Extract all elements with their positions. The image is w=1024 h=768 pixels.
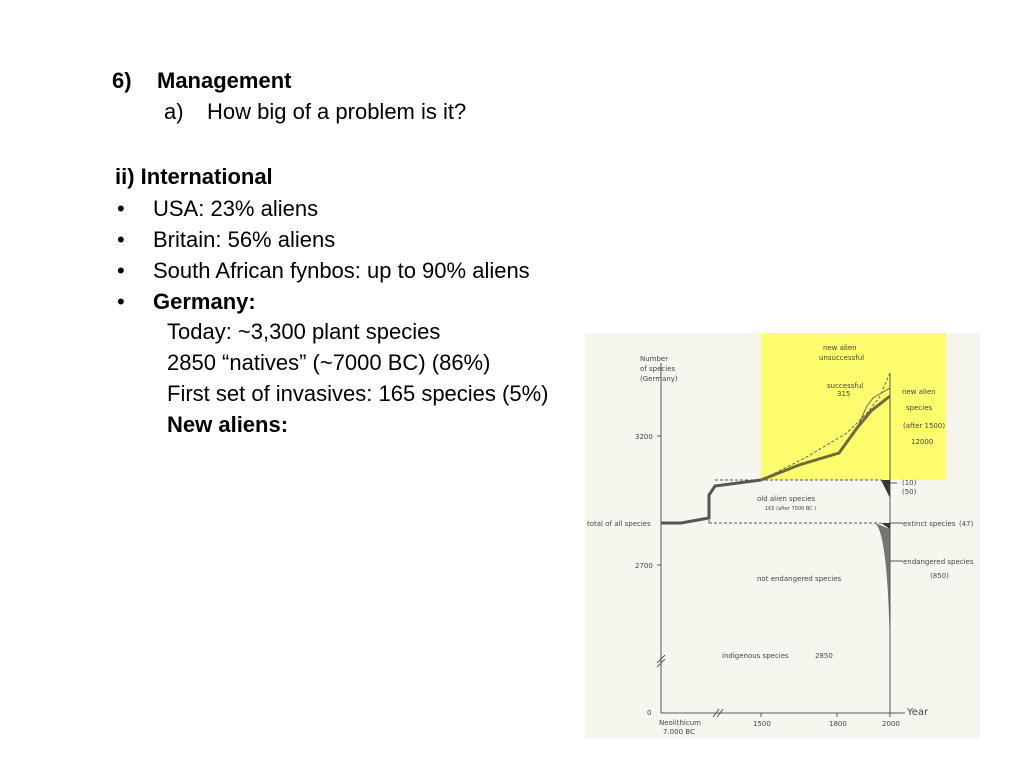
label-not-endangered: not endangered species bbox=[757, 575, 842, 583]
species-figure bbox=[585, 333, 980, 738]
y-tick-3200: 3200 bbox=[635, 433, 653, 441]
label-successful: successful bbox=[827, 382, 864, 390]
label-endangered: endangered species bbox=[903, 558, 974, 566]
germany-natives: 2850 “natives” (~7000 BC) (86%) bbox=[167, 350, 491, 375]
label-new-alien-count: 12000 bbox=[911, 438, 934, 446]
subheading-text: How big of a problem is it? bbox=[207, 99, 467, 124]
bullet-usa: USA: 23% aliens bbox=[153, 196, 319, 221]
axis-label-line3: (Germany) bbox=[640, 375, 678, 383]
heading-number: 6) bbox=[112, 68, 132, 93]
bullet-marker: • bbox=[117, 227, 125, 252]
species-diagram bbox=[585, 333, 980, 738]
y-tick-2700: 2700 bbox=[635, 562, 653, 570]
label-extinct-count: (47) bbox=[959, 520, 974, 528]
heading-title: Management bbox=[157, 68, 292, 93]
bullet-germany: Germany: bbox=[153, 289, 256, 314]
label-unsuccessful: unsuccessful bbox=[819, 354, 865, 362]
axis-label-line1: Number bbox=[640, 355, 669, 363]
germany-invasives: First set of invasives: 165 species (5%) bbox=[167, 381, 549, 406]
bullet-fynbos: South African fynbos: up to 90% aliens bbox=[153, 258, 530, 283]
germany-new-aliens: New aliens: bbox=[167, 412, 289, 437]
germany-today: Today: ~3,300 plant species bbox=[167, 319, 441, 344]
label-ten: (10) bbox=[902, 479, 917, 487]
label-indigenous-count: 2850 bbox=[815, 652, 833, 660]
label-successful-value: 315 bbox=[837, 390, 851, 398]
label-total: total of all species bbox=[587, 520, 651, 528]
x-tick-neolithicum: Neolithicum bbox=[659, 719, 701, 727]
label-fifty: (50) bbox=[902, 488, 917, 496]
bullet-marker: • bbox=[117, 196, 125, 221]
x-tick-7000bc: 7.000 BC bbox=[663, 728, 695, 736]
label-endangered-count: (850) bbox=[930, 572, 949, 580]
label-old-alien-sub: 165 (after 7000 BC ) bbox=[765, 506, 817, 512]
bullet-marker: • bbox=[117, 258, 125, 283]
x-tick-1500: 1500 bbox=[753, 720, 771, 728]
label-extinct: extinct species bbox=[903, 520, 956, 528]
x-tick-2000: 2000 bbox=[882, 720, 900, 728]
label-after-1500: (after 1500) bbox=[903, 422, 946, 430]
axis-label-line2: of species bbox=[640, 365, 676, 373]
label-new-alien-species-1: new alien bbox=[902, 388, 936, 396]
subheading-letter: a) bbox=[164, 99, 184, 124]
section-title: ii) International bbox=[115, 164, 273, 189]
bullet-marker: • bbox=[117, 289, 125, 314]
label-new-alien-species-2: species bbox=[906, 404, 933, 412]
x-tick-1800: 1800 bbox=[829, 720, 847, 728]
label-new-alien: new alien bbox=[823, 344, 857, 352]
y-tick-0: 0 bbox=[647, 709, 652, 717]
label-old-alien: old alien species bbox=[757, 495, 816, 503]
bullet-britain: Britain: 56% aliens bbox=[153, 227, 336, 252]
label-indigenous: indigenous species bbox=[722, 652, 789, 660]
x-axis-title: Year bbox=[907, 707, 929, 718]
